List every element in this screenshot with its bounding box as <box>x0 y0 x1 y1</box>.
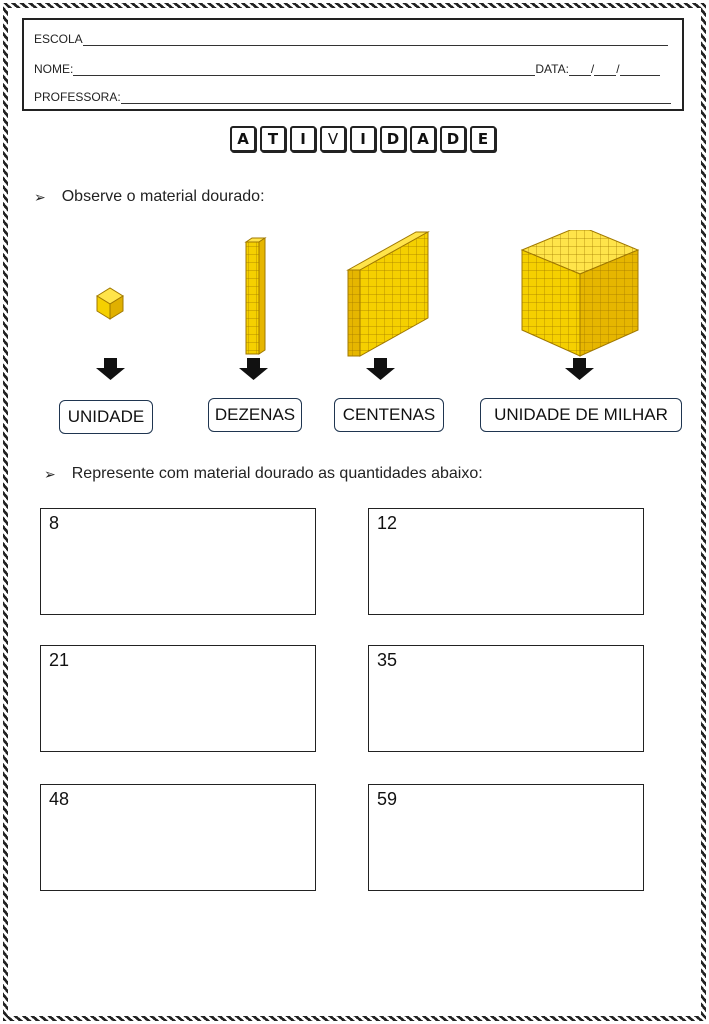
ten-rod-icon <box>246 238 265 354</box>
instruction-observe <box>34 188 265 206</box>
name-line <box>34 62 660 76</box>
title-letter: T <box>260 126 286 152</box>
teacher-field[interactable] <box>121 91 671 104</box>
date-month-field[interactable] <box>594 63 616 76</box>
down-arrow-icon <box>96 358 125 380</box>
title-letter: D <box>440 126 466 152</box>
label-unidade-de-milhar: UNIDADE DE MILHAR <box>480 398 682 432</box>
answer-number: 8 <box>49 513 60 533</box>
down-arrow-icon <box>239 358 268 380</box>
arrow-bullet-icon: ➢ <box>34 188 46 205</box>
answer-number: 21 <box>49 650 70 670</box>
teacher-label: PROFESSORA: <box>34 90 121 104</box>
date-day-field[interactable] <box>569 63 591 76</box>
title-letter: I <box>290 126 316 152</box>
date-year-field[interactable] <box>620 63 660 76</box>
date-separator: / <box>590 62 595 76</box>
title-letter: D <box>380 126 406 152</box>
date-separator: / <box>616 62 620 76</box>
answer-box-59[interactable] <box>368 784 644 891</box>
teacher-line <box>34 90 671 104</box>
thousand-cube-icon <box>522 230 638 356</box>
answer-box-35[interactable] <box>368 645 644 752</box>
label-dezenas: DEZENAS <box>208 398 302 432</box>
school-line <box>34 32 668 46</box>
school-field[interactable] <box>83 33 668 46</box>
down-arrow-icon <box>366 358 395 380</box>
hundred-flat-icon <box>348 232 428 356</box>
answer-box-48[interactable] <box>40 784 316 891</box>
student-info-header <box>22 18 684 111</box>
answer-number: 35 <box>377 650 398 670</box>
answer-box-21[interactable] <box>40 645 316 752</box>
instruction-represent <box>44 465 483 483</box>
name-field[interactable] <box>73 63 535 76</box>
title-letter: A <box>230 126 256 152</box>
label-centenas: CENTENAS <box>334 398 444 432</box>
title-letter: I <box>350 126 376 152</box>
down-arrow-icon <box>565 358 594 380</box>
answer-number: 48 <box>49 789 70 809</box>
title-letter: A <box>410 126 436 152</box>
instruction-observe-text: Observe o material dourado: <box>61 188 265 205</box>
name-label: NOME: <box>34 62 74 76</box>
answer-number: 12 <box>377 513 398 533</box>
unit-cube-icon <box>97 288 123 319</box>
date-label: DATA: <box>535 62 569 76</box>
school-label: ESCOLA <box>34 32 83 46</box>
answer-box-12[interactable] <box>368 508 644 615</box>
arrow-bullet-icon: ➢ <box>44 465 56 482</box>
answer-box-8[interactable] <box>40 508 316 615</box>
instruction-represent-text: Represente com material dourado as quantidades abaixo: <box>71 465 483 482</box>
title-letter: V <box>320 126 346 152</box>
title-letter: E <box>470 126 496 152</box>
answer-number: 59 <box>377 789 398 809</box>
label-unidade: UNIDADE <box>59 400 153 434</box>
page-title <box>230 126 496 154</box>
